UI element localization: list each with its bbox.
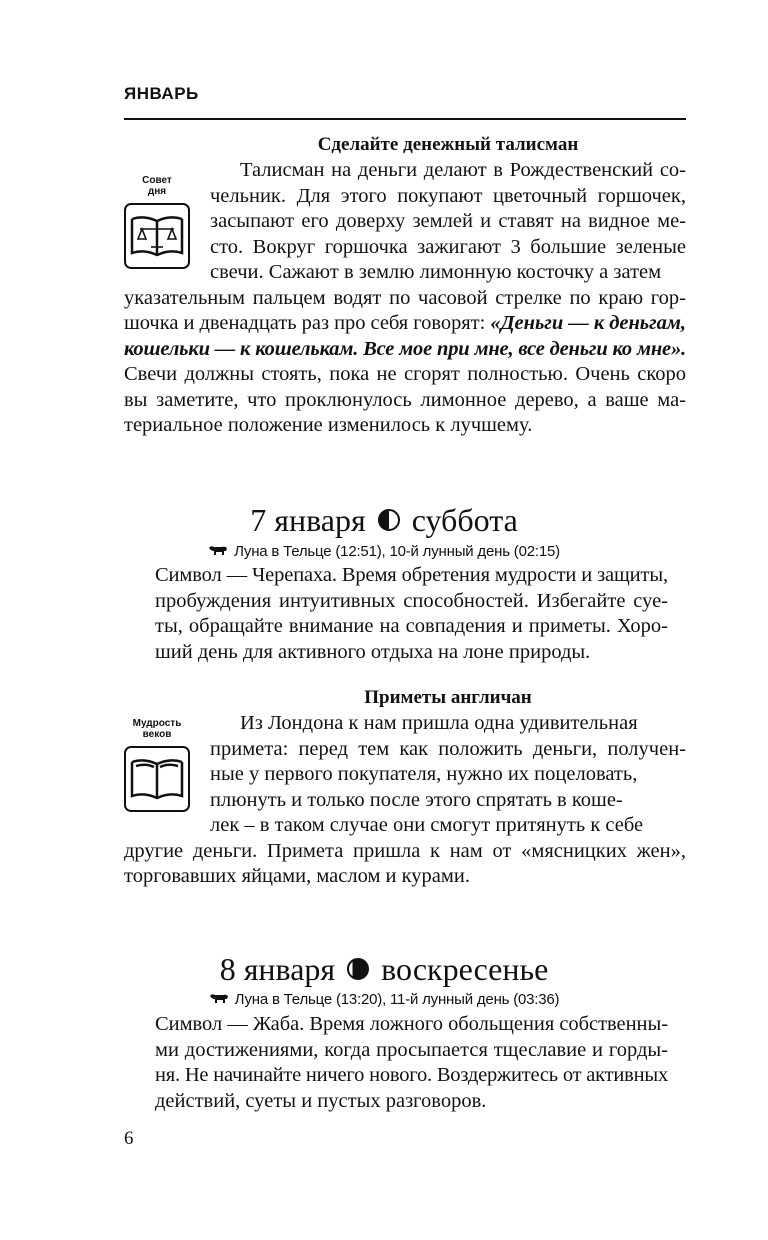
- taurus-bull-icon: [208, 543, 228, 559]
- taurus-bull-icon: [209, 991, 229, 1007]
- lunar-info-jan8: Луна в Тельце (13:20), 11-й лунный день (03:36): [0, 991, 768, 1008]
- scales-in-book-icon: [124, 203, 190, 269]
- open-book-icon: [124, 746, 190, 812]
- omens-paragraph-top: Из Лондона к нам пришла одна удивительная примета: перед тем как положить деньги, получен- ные у первого покупателя, нужно их поцеловать, плюнуть и только после этого спрятать в коше- лек – в таком случае они смогут притянуть к себе: [210, 712, 686, 836]
- talisman-paragraph-top: Талисман на деньги делают в Рождественский со- чельник. Для этого покупают цветочный горшочек, засыпают его доверху землей и ставят на видное ме- сто. Вокруг горшочка зажигают 3 большие зеленые свечи. Сажают в землю лимонную косточку а затем: [210, 159, 686, 283]
- badge-label: Совет дня: [142, 175, 172, 197]
- omens-paragraph-bottom: другие деньги. Примета пришла к нам от «мясницких жен», торговавших яйцами, маслом и курами.: [124, 839, 686, 887]
- day8-description: Символ — Жаба. Время ложного обольщения собственны- ми достижениями, когда просыпается тщеславие и горды- ня. Не начинайте ничего нового. Воздержитесь от активных действий, суеты и пустых разговоров.: [155, 1013, 668, 1112]
- quote-start: «Деньги — к деньгам,: [490, 312, 686, 334]
- day-heading-jan8: 8 января воскресенье: [219, 951, 549, 987]
- section-title-english-omens: Приметы англичан: [364, 687, 532, 708]
- moon-phase-icon: [347, 958, 369, 980]
- badge-label: Мудрость веков: [132, 718, 182, 740]
- wisdom-of-ages-badge: [124, 718, 190, 812]
- advice-of-day-badge: [124, 175, 190, 269]
- day-heading-jan7: 7 января суббота: [250, 502, 518, 538]
- running-head: ЯНВАРЬ: [124, 84, 199, 103]
- moon-phase-icon: [378, 509, 400, 531]
- lunar-info-jan7: Луна в Тельце (12:51), 10-й лунный день (02:15): [0, 543, 768, 560]
- talisman-paragraph-bottom: указательным пальцем водят по часовой стрелке по краю гор- шочка и двенадцать раз про себя говорят: «Деньги — к деньгам, кошельки — к кошелькам. Все мое при мне, все деньги ко мне». Свечи должны стоять, пока не сгорят полностью. Очень скоро вы заметите, что проклюнулось лимонное дерево, а ваше ма- териальное положение изменилось к лучшему.: [124, 286, 686, 436]
- section-title-talisman: Сделайте денежный талисман: [317, 134, 579, 155]
- header-rule: [124, 118, 686, 120]
- page-number: 6: [124, 1128, 134, 1149]
- day7-description: Символ — Черепаха. Время обретения мудрости и защиты, пробуждения интуитивных способностей. Избегайте суе- ты, обращайте внимание на совпадения и приметы. Хоро- ший день для активного отдыха на лоне природы.: [155, 564, 668, 663]
